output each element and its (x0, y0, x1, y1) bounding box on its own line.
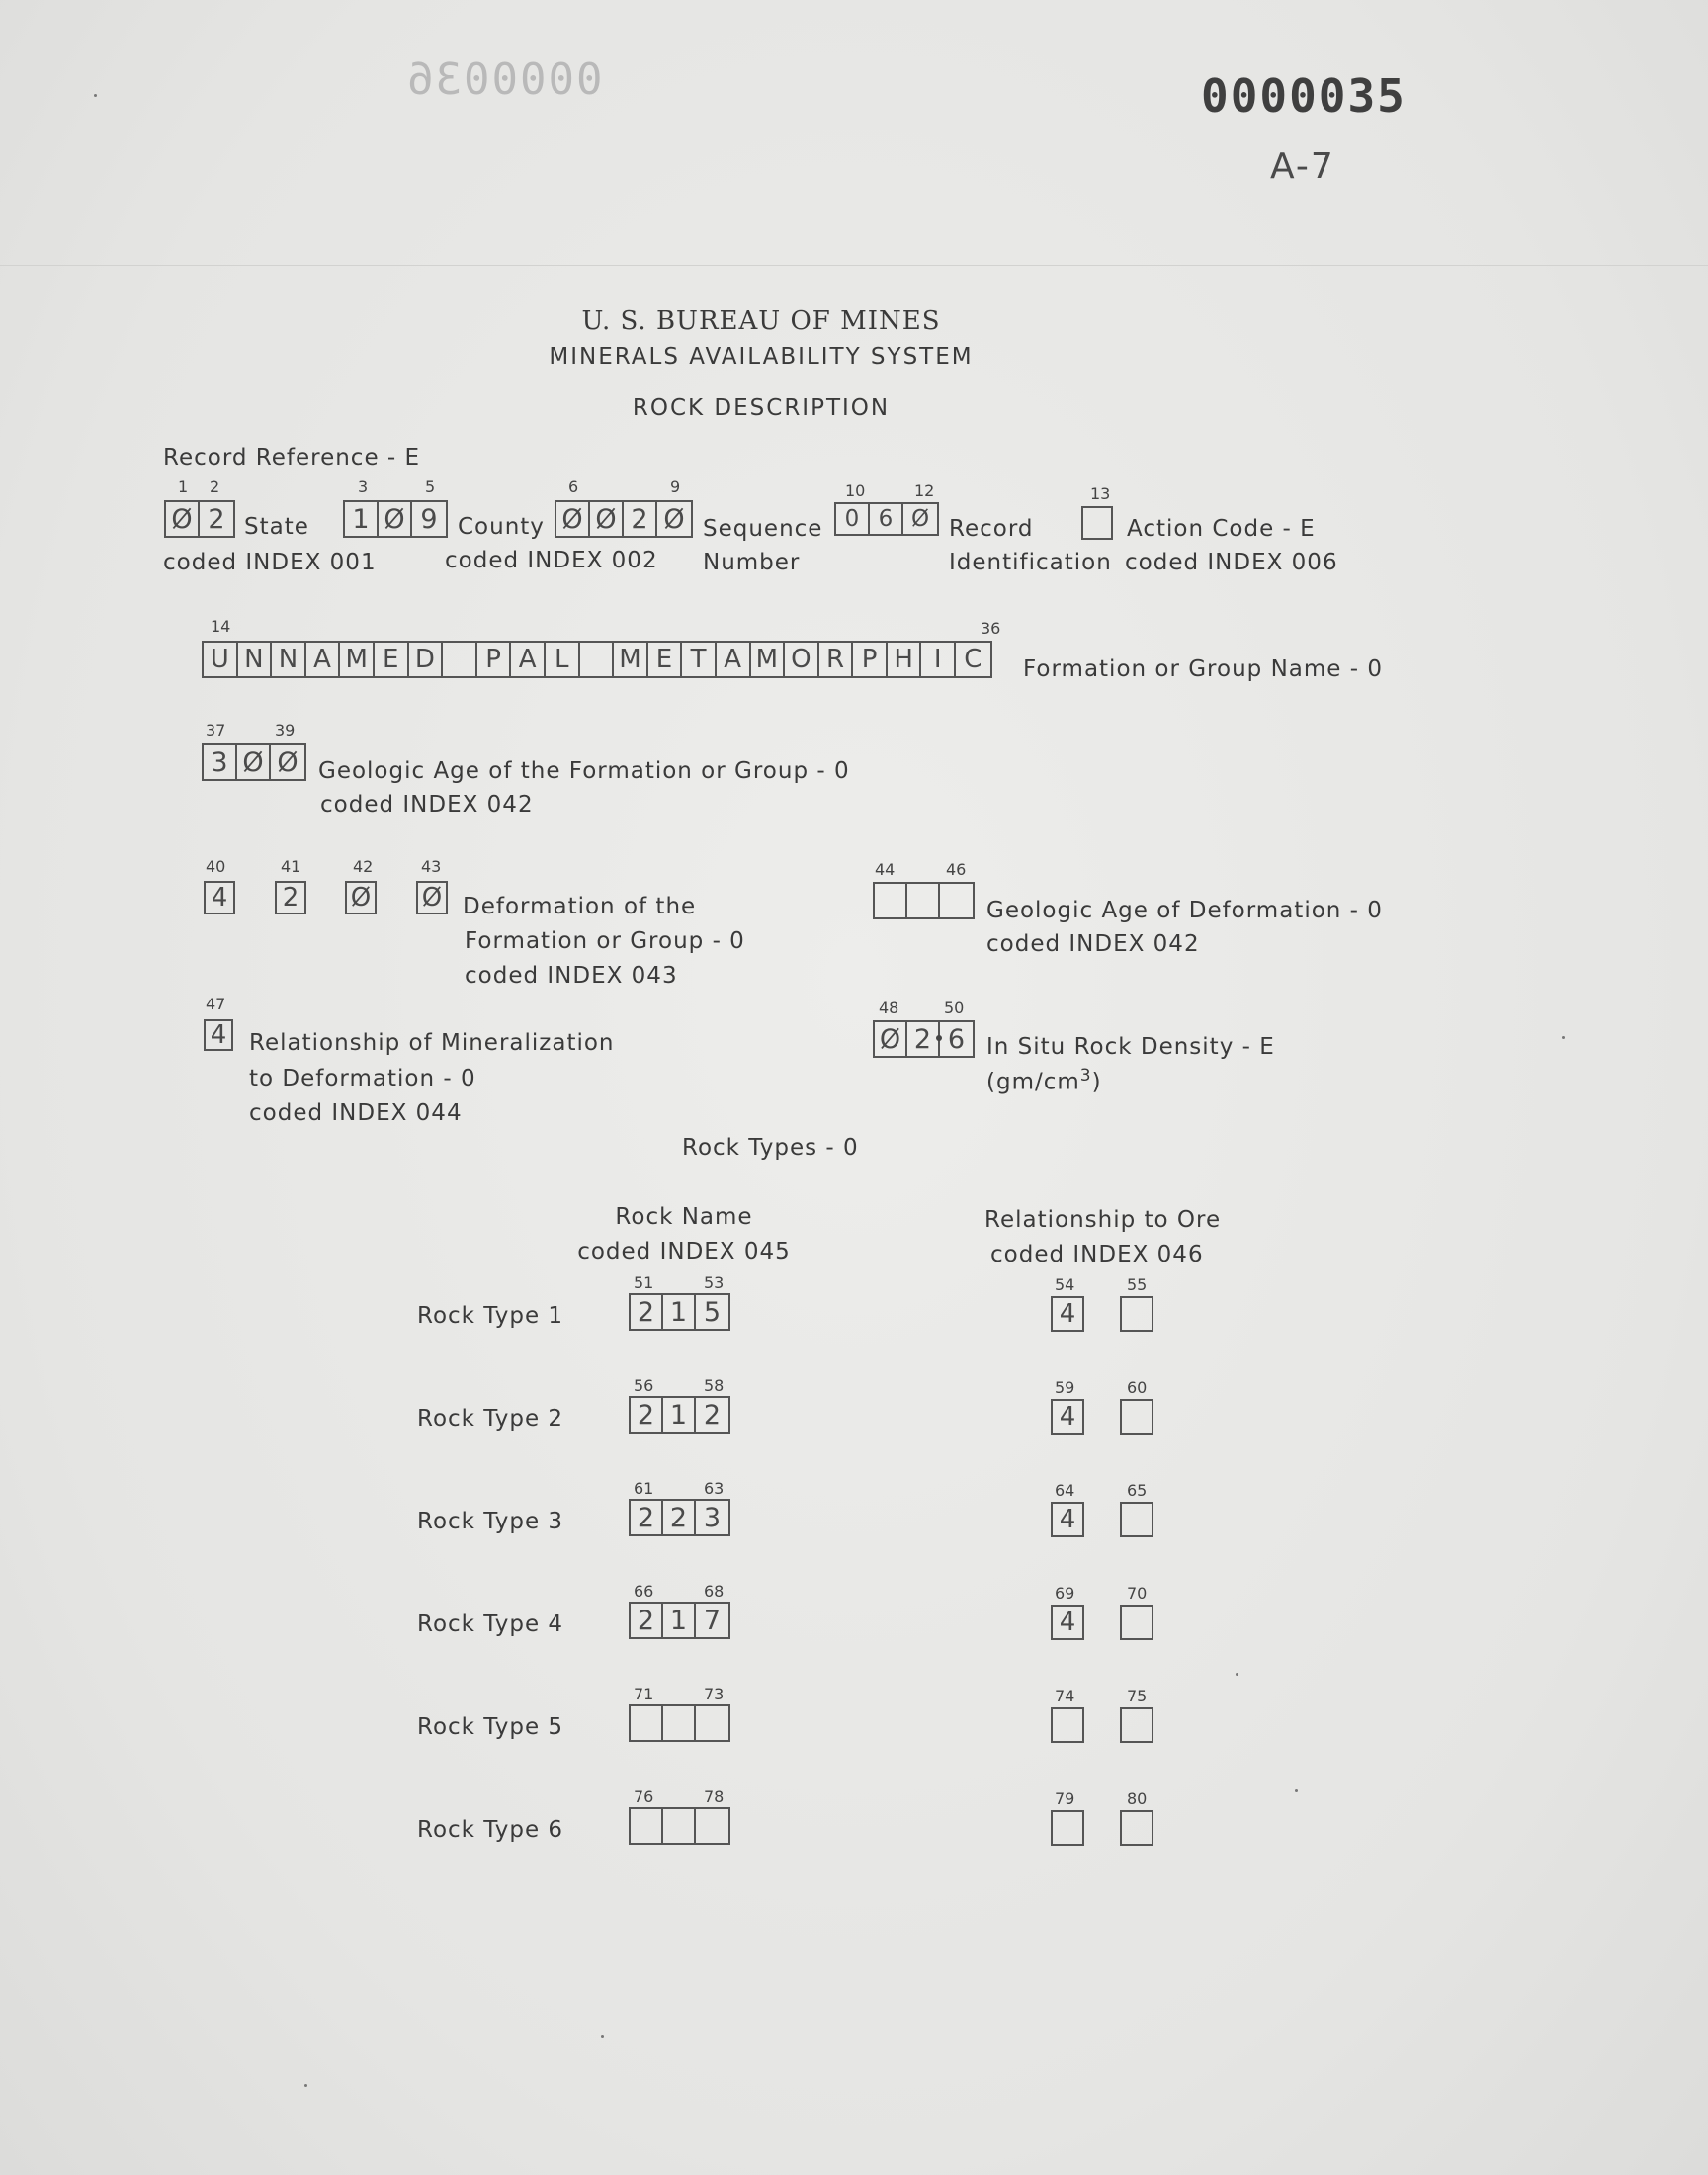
rock-type-label: Rock Type 2 (417, 1406, 564, 1432)
state-code-digit: Ø (166, 502, 200, 536)
stamp-number: 0000035 (1201, 69, 1407, 123)
relationship-col-start: 69 (1055, 1584, 1075, 1603)
rock-name-digit (696, 1706, 728, 1740)
system-title: MINERALS AVAILABILITY SYSTEM (549, 344, 974, 370)
rock-name-digit: 2 (663, 1501, 696, 1534)
record-id-digit: Ø (910, 506, 930, 532)
formation-letter: N (238, 643, 273, 676)
scan-speck (94, 94, 97, 97)
density-label: In Situ Rock Density - E (986, 1034, 1275, 1060)
sequence-col-end: 9 (670, 478, 681, 496)
rock-name-digit (631, 1809, 663, 1843)
rock-type-label: Rock Type 5 (417, 1714, 564, 1740)
relationship-box: 4 (1051, 1296, 1084, 1332)
deformation-age-label: Geologic Age of Deformation - 0 (986, 898, 1383, 923)
formation-letter: P (853, 643, 888, 676)
formation-letter: N (272, 643, 306, 676)
deformation-col-42: 42 (353, 857, 374, 876)
action-code-col: 13 (1090, 484, 1111, 503)
formation-letter: R (819, 643, 854, 676)
state-index-label: coded INDEX 001 (163, 550, 377, 575)
rock-name-col-end: 63 (704, 1479, 725, 1498)
rock-name-digit: 3 (703, 1502, 722, 1533)
fold-line (0, 265, 1708, 266)
formation-letter: M (614, 643, 648, 676)
density-col-start: 48 (879, 999, 899, 1017)
formation-letter: T (682, 643, 717, 676)
record-id-col-end: 12 (914, 481, 935, 500)
relationship-index-heading: coded INDEX 046 (990, 1242, 1204, 1267)
county-col-end: 5 (425, 478, 436, 496)
rock-name-col-start: 61 (634, 1479, 654, 1498)
record-identification-label: Identification (949, 550, 1112, 575)
rock-name-digit: 7 (703, 1605, 722, 1636)
relationship-col-start: 59 (1055, 1378, 1075, 1397)
deformation-age-index-label: coded INDEX 042 (986, 931, 1200, 957)
action-code-box (1081, 506, 1113, 540)
deformation-box-43: Ø (416, 881, 448, 914)
formation-letter: P (477, 643, 512, 676)
deformation-age-digit (875, 884, 907, 917)
rock-name-col-start: 66 (634, 1582, 654, 1601)
formation-letter: C (964, 645, 982, 674)
relationship-box-secondary (1120, 1502, 1153, 1537)
deformation-index-label: coded INDEX 043 (465, 963, 678, 989)
rock-name-col-end: 68 (704, 1582, 725, 1601)
mirrored-stamp: 0000036 (405, 54, 603, 105)
relationship-box-secondary (1120, 1296, 1153, 1332)
deformation-box-40: 4 (204, 881, 235, 914)
relationship-box (1051, 1707, 1084, 1743)
relationship-col-start: 79 (1055, 1789, 1075, 1808)
relationship-heading: Relationship to Ore (984, 1207, 1222, 1233)
rock-name-boxes (629, 1293, 730, 1331)
sequence-digit: Ø (556, 502, 590, 536)
record-id-col-start: 10 (845, 481, 866, 500)
deformation-box-41: 2 (275, 881, 306, 914)
relationship-box-secondary (1120, 1399, 1153, 1435)
density-digit: 2 (907, 1022, 940, 1056)
relationship-col-end: 55 (1127, 1275, 1148, 1294)
rock-type-label: Rock Type 4 (417, 1611, 564, 1637)
rock-name-digit: 2 (631, 1501, 663, 1534)
formation-letter: L (546, 643, 580, 676)
scan-speck (1236, 1673, 1238, 1676)
sequence-digit: 2 (624, 502, 657, 536)
relationship-box: 4 (1051, 1399, 1084, 1435)
action-code-label: Action Code - E (1127, 516, 1316, 542)
rock-name-col-start: 76 (634, 1787, 654, 1806)
relationship-box-secondary (1120, 1810, 1153, 1846)
deformation-age-boxes (873, 882, 975, 919)
density-unit-close: ) (1091, 1069, 1102, 1095)
relationship-col-start: 54 (1055, 1275, 1075, 1294)
deformation-col-43: 43 (421, 857, 442, 876)
record-id-boxes (834, 502, 939, 536)
record-reference-heading: Record Reference - E (163, 445, 421, 471)
mineralization-label-line2: to Deformation - 0 (249, 1066, 476, 1091)
sequence-digit: Ø (663, 503, 685, 535)
density-digit: 6 (947, 1023, 966, 1055)
county-label: County (458, 514, 545, 540)
formation-letter: I (921, 643, 956, 676)
formation-letter: M (340, 643, 375, 676)
rock-type-label: Rock Type 6 (417, 1817, 564, 1843)
relationship-col-end: 80 (1127, 1789, 1148, 1808)
relationship-col-end: 70 (1127, 1584, 1148, 1603)
formation-letter: A (717, 643, 751, 676)
rock-type-label: Rock Type 1 (417, 1303, 564, 1329)
formation-letter: U (204, 643, 238, 676)
formation-letter (580, 643, 615, 676)
formation-letter: H (888, 643, 922, 676)
scan-speck (1562, 1036, 1565, 1039)
county-code-digit: Ø (379, 502, 412, 536)
density-col-end: 50 (944, 999, 965, 1017)
mineralization-box: 4 (204, 1019, 233, 1051)
density-unit-base: (gm/cm (986, 1069, 1080, 1095)
agency-title: U. S. BUREAU OF MINES (581, 306, 941, 336)
action-code-index-label: coded INDEX 006 (1125, 550, 1338, 575)
geologic-age-col-start: 37 (206, 721, 226, 740)
rock-name-digit: 2 (703, 1399, 722, 1431)
formation-name-boxes (202, 641, 992, 678)
density-decimal-point (936, 1035, 942, 1041)
rock-name-boxes (629, 1499, 730, 1536)
rock-name-boxes (629, 1704, 730, 1742)
rock-name-col-end: 73 (704, 1685, 725, 1703)
geologic-age-label: Geologic Age of the Formation or Group - 0 (318, 758, 850, 784)
page-label: A-7 (1270, 146, 1335, 187)
geologic-age-digit: 3 (204, 745, 237, 779)
mineralization-label: Relationship of Mineralization (249, 1030, 615, 1056)
relationship-col-end: 60 (1127, 1378, 1148, 1397)
formation-letter: O (785, 643, 819, 676)
deformation-age-digit (940, 884, 973, 917)
formation-letter: E (375, 643, 409, 676)
county-code-digit: 1 (345, 502, 379, 536)
geologic-age-boxes (202, 743, 306, 781)
relationship-box: 4 (1051, 1502, 1084, 1537)
sequence-digit: Ø (590, 502, 624, 536)
rock-name-boxes (629, 1602, 730, 1639)
density-digit: Ø (875, 1022, 907, 1056)
rock-name-boxes (629, 1807, 730, 1845)
rock-types-heading: Rock Types - 0 (682, 1135, 859, 1161)
scan-speck (1295, 1789, 1298, 1792)
county-code-boxes (343, 500, 448, 538)
deformation-col-41: 41 (281, 857, 301, 876)
rock-name-digit: 2 (631, 1604, 663, 1637)
rock-name-col-start: 71 (634, 1685, 654, 1703)
deformation-label-line2: Formation or Group - 0 (465, 928, 745, 954)
deformation-col-40: 40 (206, 857, 226, 876)
formation-letter: A (306, 643, 341, 676)
rock-name-digit: 1 (663, 1398, 696, 1432)
formation-col-end: 36 (981, 619, 1001, 638)
rock-name-col-end: 58 (704, 1376, 725, 1395)
scan-speck (304, 2084, 307, 2087)
sequence-number-label: Number (703, 550, 801, 575)
deformation-age-col-end: 46 (946, 860, 967, 879)
geologic-age-col-end: 39 (275, 721, 296, 740)
relationship-col-end: 65 (1127, 1481, 1148, 1500)
rock-name-col-end: 53 (704, 1273, 725, 1292)
relationship-col-end: 75 (1127, 1687, 1148, 1705)
formation-letter: E (648, 643, 683, 676)
sequence-number-boxes (555, 500, 693, 538)
rock-type-label: Rock Type 3 (417, 1509, 564, 1534)
rock-name-digit (663, 1809, 696, 1843)
geologic-age-digit: Ø (277, 746, 299, 778)
rock-name-heading: Rock Name (615, 1204, 753, 1230)
formation-label: Formation or Group Name - 0 (1023, 656, 1383, 682)
rock-name-index-heading: coded INDEX 045 (577, 1239, 791, 1264)
state-label: State (244, 514, 309, 540)
deformation-age-digit (907, 884, 940, 917)
rock-name-col-end: 78 (704, 1787, 725, 1806)
deformation-age-col-start: 44 (875, 860, 896, 879)
state-code-boxes (164, 500, 235, 538)
rock-name-boxes (629, 1396, 730, 1434)
sequence-col-start: 6 (568, 478, 579, 496)
rock-name-digit: 2 (631, 1398, 663, 1432)
formation-letter: A (511, 643, 546, 676)
formation-letter (443, 643, 477, 676)
formation-letter: M (751, 643, 786, 676)
rock-name-digit (663, 1706, 696, 1740)
state-col-end: 2 (210, 478, 220, 496)
relationship-box-secondary (1120, 1605, 1153, 1640)
mineralization-index-label: coded INDEX 044 (249, 1100, 463, 1126)
density-unit (986, 1066, 1102, 1095)
geologic-age-index-label: coded INDEX 042 (320, 792, 534, 818)
deformation-label: Deformation of the (463, 894, 697, 919)
relationship-col-start: 64 (1055, 1481, 1075, 1500)
density-unit-exponent: 3 (1079, 1066, 1092, 1086)
record-label: Record (949, 516, 1034, 542)
rock-name-digit: 2 (631, 1295, 663, 1329)
rock-name-col-start: 51 (634, 1273, 654, 1292)
geologic-age-digit: Ø (237, 745, 271, 779)
rock-name-digit (631, 1706, 663, 1740)
state-col-start: 1 (178, 478, 189, 496)
relationship-box (1051, 1810, 1084, 1846)
scan-speck (601, 2035, 604, 2038)
mineralization-col: 47 (206, 995, 226, 1013)
rock-name-col-start: 56 (634, 1376, 654, 1395)
form-title: ROCK DESCRIPTION (632, 395, 891, 421)
county-col-start: 3 (358, 478, 369, 496)
formation-col-start: 14 (211, 617, 231, 636)
record-id-digit: 6 (870, 504, 903, 534)
county-index-label: coded INDEX 002 (445, 548, 658, 573)
state-code-digit: 2 (208, 503, 225, 535)
record-id-digit: 0 (836, 504, 870, 534)
sequence-label: Sequence (703, 516, 823, 542)
rock-name-digit: 1 (663, 1604, 696, 1637)
rock-name-digit: 1 (663, 1295, 696, 1329)
rock-name-digit: 5 (703, 1296, 722, 1328)
relationship-box-secondary (1120, 1707, 1153, 1743)
relationship-col-start: 74 (1055, 1687, 1075, 1705)
density-boxes (873, 1020, 975, 1058)
formation-letter: D (409, 643, 444, 676)
county-code-digit: 9 (420, 503, 438, 535)
deformation-box-42: Ø (345, 881, 377, 914)
rock-name-digit (696, 1809, 728, 1843)
relationship-box: 4 (1051, 1605, 1084, 1640)
